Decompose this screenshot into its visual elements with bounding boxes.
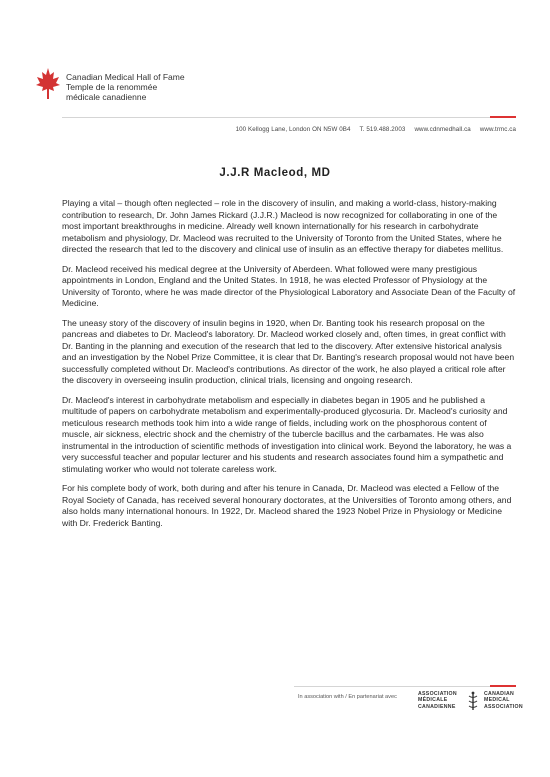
header-divider: [62, 117, 516, 118]
document-body: [62, 198, 516, 537]
organization-name: [66, 72, 185, 102]
page-title: J.J.R Macleod, MD: [219, 167, 331, 179]
org-name-french-line2: médicale canadienne: [66, 92, 147, 102]
footer-divider: [294, 686, 516, 687]
caduceus-logo-icon: [466, 691, 480, 711]
address: 100 Kellogg Lane, London ON N5W 0B4: [235, 126, 351, 133]
org-name-english: Canadian Medical Hall of Fame: [66, 72, 185, 82]
letterhead: [0, 0, 550, 140]
paragraph: Playing a vital – though often neglected – role in the discovery of insulin, and making a world-class, history-making contribution to research, Dr. John James Rickard (J.J.R.) Macleod is now recognized for collaborating in one of the most important breakthroughs in medicine. Already well known internationally for his research in carbohydrate metabolism and physiology, Dr. Macleod was recruited to the University of Toronto from the United States, where he directed the research that led to the discovery and clinical use of insulin as an effective therapy for diabetes mellitus.: [62, 198, 504, 254]
paragraph: For his complete body of work, both during and after his tenure in Canada, Dr. Macleod was elected a Fellow of the Royal Society of Canada, has received several honourary doctorates, at the Universities of Toronto among others, and also holds many international honours. In 1922, Dr. Macleod shared the 1923 Nobel Prize in Physiology or Medicine with Dr. Frederick Banting.: [62, 483, 512, 528]
website-english-link[interactable]: www.cdnmedhall.ca: [414, 126, 471, 133]
paragraph: The uneasy story of the discovery of insulin begins in 1920, when Dr. Banting took his research proposal on the pancreas and diabetes to Dr. Macleod's laboratory. Dr. Macleod worked closely and, often times, in great conflict with Dr. Banting in the planning and execution of the research that led to the discovery. After extensive historical analysis and an investigation by the Nobel Prize Committee, it is clear that Dr. Banting's research proposal would not have been successfully completed without Dr. Macleod's contributions. As director of the work, he also played a critical role after the discovery in overseeing insulin production, clinical trials, licensing and ongoing research.: [62, 317, 515, 385]
website-french-link[interactable]: www.trmc.ca: [479, 126, 516, 133]
paragraph: Dr. Macleod received his medical degree at the University of Aberdeen. What followed were many prestigious appointments in London, England and the United States. In 1918, he was elected Professor of Physiology at the University of Toronto, where he was made director of the Physiological Laboratory and Associate Dean of the Faculty of Medicine.: [62, 263, 516, 308]
paragraph: Dr. Macleod's interest in carbohydrate metabolism and especially in diabetes began in 1905 and he published a multitude of papers on carbohydrate metabolism and experimentally-produced glycosuria. Dr. Macleod's curiosity and meticulous research methods took him into a wide range of fields, including work on the phosphorous content of muscle, air sickness, electric shock and the chemistry of the tubercle bacillus and the carbamates. He was also instrumental in the introduction of scientific methods of investigation into clinical work. Beyond the laboratory, he was a very successful teacher and popular lecturer and his students and research associates found him a sympathetic and stimulating worker who would not tolerate careless work.: [62, 394, 512, 474]
header-divider-accent: [490, 116, 516, 118]
association-note: In association with / En partenariat avec: [298, 694, 397, 700]
maple-leaf-logo-icon: [34, 66, 62, 102]
footer-divider-accent: [490, 685, 516, 687]
cma-name-french: ASSOCIATION MÉDICALE CANADIENNE: [418, 691, 457, 710]
cma-name-english: CANADIAN MEDICAL ASSOCIATION: [484, 691, 523, 710]
contact-info: [227, 126, 516, 133]
phone: T. 519.488.2003: [359, 126, 406, 133]
org-name-french-line1: Temple de la renommée: [66, 82, 158, 92]
